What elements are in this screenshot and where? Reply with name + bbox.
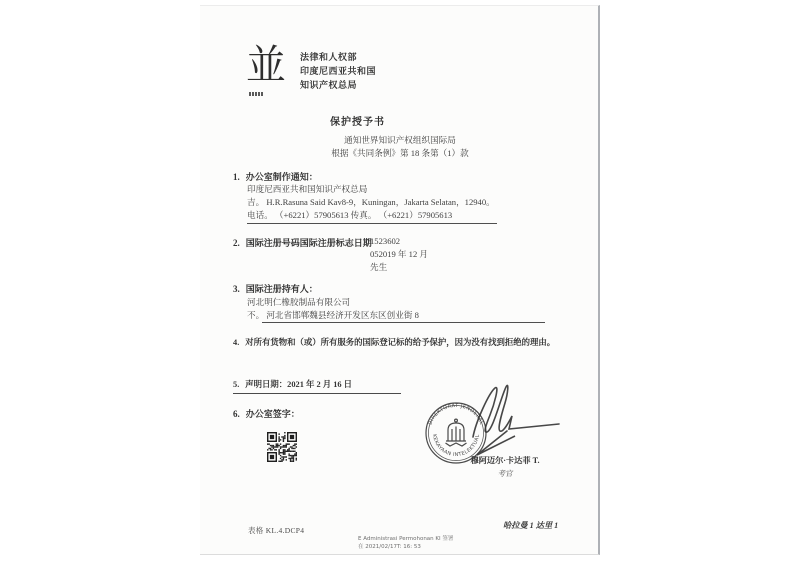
item-1-heading [233, 170, 318, 183]
item-5-number: 5. [233, 380, 240, 389]
office-phone-fax: 电话。 （+6221）57905613 传真。 （+6221）57905613 [247, 210, 453, 220]
item-6-label: 办公室签字： [245, 409, 300, 419]
holder-address: 不。 河北省邯郸魏县经济开发区东区创业街 8 [247, 310, 419, 320]
signer-block [440, 455, 570, 479]
scanned-document-page [200, 5, 600, 555]
item-3-heading [233, 282, 318, 295]
seal-arc-bottom-text: KEKAYAAN INTELEKTUAL [430, 433, 482, 459]
logo-caption-microtext-icon [249, 92, 264, 96]
seal-arc-top-text: DIREKTORAT JENDERAL [427, 402, 485, 426]
item-2-heading [233, 236, 372, 249]
item-5-declaration-date [233, 378, 401, 394]
divider-line [247, 223, 497, 224]
ministry-line: 印度尼西亚共和国 [300, 66, 377, 76]
document-subtitle [260, 134, 540, 160]
signer-role: 考官 [497, 469, 513, 478]
item-2-values [370, 235, 428, 274]
ministry-logo-icon: 並 [246, 42, 286, 87]
item-3-number: 3. [233, 284, 240, 294]
page-number-note: 哈拉曼 1 达里 1 [503, 521, 559, 530]
item-4-text: 对所有货物和（或）所有服务的国际登记标的给予保护，因为没有找到拒绝的理由。 [245, 338, 556, 347]
fine-print-line: E Administrasi Permohonan KI 签署 [358, 536, 454, 542]
item-1-number: 1. [233, 172, 240, 182]
qr-code [267, 432, 297, 462]
document-title: 保护授予书 [330, 117, 385, 128]
qr-code-icon [267, 432, 297, 462]
divider-line [262, 322, 545, 323]
fine-print-line: 在 2021/02/17T: 16: 53 [358, 544, 421, 550]
subtitle-line: 通知世界知识产权组织国际局 [344, 135, 456, 145]
item-6-heading [233, 407, 300, 420]
item-4-number: 4. [233, 338, 240, 347]
ministry-line: 知识产权总局 [300, 80, 358, 90]
item-3-body [247, 296, 419, 322]
ministry-header [300, 50, 376, 92]
item-1-label: 办公室制作通知： [245, 172, 318, 182]
item-2-number: 2. [233, 238, 240, 248]
item-6-number: 6. [233, 409, 240, 419]
item-2-label: 国际注册号码国际注册标志日期 [245, 238, 372, 248]
office-name: 印度尼西亚共和国知识产权总局 [247, 184, 368, 194]
ministry-line: 法律和人权部 [300, 52, 358, 62]
office-address: 吉。 H.R.Rasuna Said Kav8-9，Kuningan，Jakarta Selatan，12940。 [247, 197, 495, 207]
holder-name: 河北明仁橡胶制品有限公司 [247, 297, 351, 307]
fine-print [358, 535, 453, 551]
signer-name: 穆阿迈尔·卡达菲 T. [470, 456, 540, 465]
registration-date: 052019 年 12 月 [370, 249, 429, 259]
registration-note: 先生 [370, 262, 388, 272]
item-4-statement [233, 336, 555, 348]
subtitle-line: 根据《共同条例》第 18 条第（1）款 [331, 148, 469, 158]
item-1-body [247, 183, 495, 222]
registration-number: 1523602 [370, 236, 401, 246]
item-5-text: 声明日期：2021 年 2 月 16 日 [245, 380, 353, 389]
item-3-label: 国际注册持有人： [245, 284, 318, 294]
form-code: 表格 KL.4.DCP4 [248, 526, 305, 535]
